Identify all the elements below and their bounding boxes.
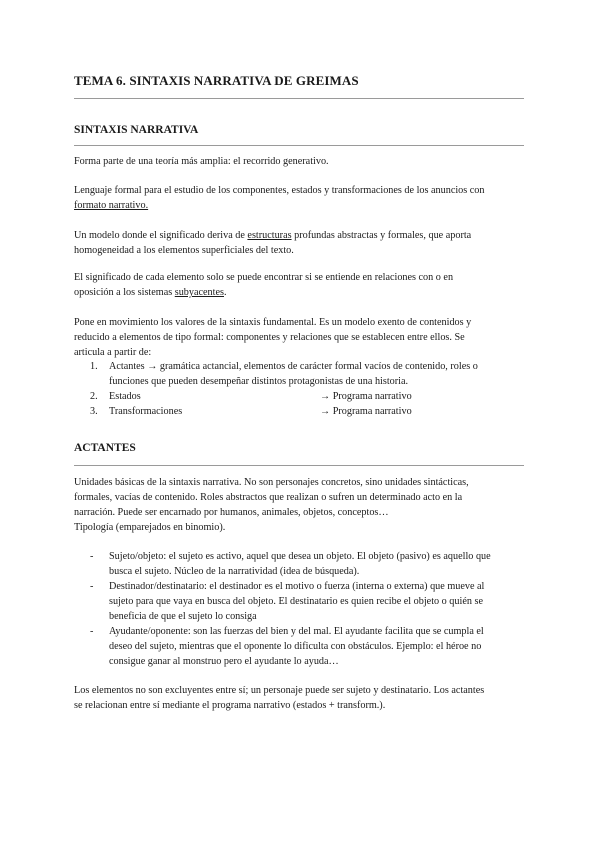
paragraph-line: reducido a elementos de tipo formal: componentes y relaciones que se establecen entre ellos. Se (74, 332, 465, 343)
list-item-arrow-text: → Programa narrativo (320, 391, 412, 402)
list-item-text: Transformaciones (109, 406, 183, 417)
bullet-dash: - (90, 551, 94, 562)
underlined-term: subyacentes (174, 287, 224, 298)
paragraph (74, 315, 526, 360)
list-item (74, 549, 526, 579)
bullet-list (74, 549, 526, 669)
list-number: 2. (90, 391, 98, 402)
bullet-dash: - (90, 581, 94, 592)
list-item-text: Sujeto/objeto: el sujeto es activo, aquel que desea un objeto. El objeto (pasivo) es aquello que (109, 551, 491, 562)
list-item-arrow-text: → Programa narrativo (320, 406, 412, 417)
list-item (74, 389, 526, 404)
paragraph (74, 228, 526, 258)
list-item-text: beneficia de que el sujeto lo consiga (109, 611, 257, 622)
paragraph-line: Tipología (emparejados en binomio). (74, 522, 226, 533)
paragraph-line: Unidades básicas de la sintaxis narrativa. No son personajes concretos, sino unidades sintácticas, (74, 477, 469, 488)
text-span: profundas abstractas y formales, que aporta (291, 230, 472, 241)
list-item-text: sujeto para que vaya en busca del objeto. El destinatario es quien recibe el objeto o quién se (109, 596, 483, 607)
list-number: 3. (90, 406, 98, 417)
text-span: Un modelo donde el significado deriva de (74, 230, 248, 241)
paragraph: Forma parte de una teoría más amplia: el recorrido generativo. (74, 156, 329, 167)
text-span: oposición a los sistemas (74, 287, 175, 298)
underlined-term: estructuras (247, 230, 292, 241)
list-item (74, 404, 526, 419)
list-item (74, 624, 526, 669)
section-divider (74, 145, 524, 146)
paragraph-line: narración. Puede ser encarnado por humanos, animales, objetos, conceptos… (74, 507, 389, 518)
list-item-text: deseo del sujeto, mientras que el oponente lo dificulta con obstáculos. Ejemplo: el héroe no (109, 641, 482, 652)
paragraph (74, 183, 526, 213)
text-span: . (223, 287, 227, 298)
paragraph-line: se relacionan entre sí mediante el programa narrativo (estados + transform.). (74, 700, 386, 711)
paragraph-line: Pone en movimiento los valores de la sintaxis fundamental. Es un modelo exento de contenidos y (74, 317, 472, 328)
page-title: TEMA 6. SINTAXIS NARRATIVA DE GREIMAS (74, 73, 359, 88)
title-divider (74, 98, 524, 99)
section-divider (74, 465, 524, 466)
list-item-text: Destinador/destinatario: el destinador es el motivo o fuerza (interna o externa) que mueve al (109, 581, 485, 592)
paragraph-line: El significado de cada elemento solo se puede encontrar si se entiende en relaciones con o en (74, 272, 454, 283)
section-heading-actantes: ACTANTES (74, 442, 136, 454)
paragraph-line: articula a partir de: (74, 347, 152, 358)
paragraph-line: Los elementos no son excluyentes entre sí; un personaje puede ser sujeto y destinatario. Los actantes (74, 685, 485, 696)
paragraph-line: homogeneidad a los elementos superficiales del texto. (74, 245, 294, 256)
list-item-text: Estados (109, 391, 141, 402)
list-item-text: busca el sujeto. Núcleo de la narratividad (idea de búsqueda). (109, 566, 360, 577)
paragraph (74, 683, 526, 713)
paragraph-line: Lenguaje formal para el estudio de los componentes, estados y transformaciones de los anuncios con (74, 185, 485, 196)
list-item-text: Ayudante/oponente: son las fuerzas del bien y del mal. El ayudante facilita que se cumpla el (109, 626, 484, 637)
underlined-term: formato narrativo. (74, 200, 149, 211)
list-item-text: consigue ganar al monstruo pero el ayudante lo ayuda… (109, 656, 339, 667)
bullet-dash: - (90, 626, 94, 637)
list-number: 1. (90, 361, 98, 372)
numbered-list (74, 359, 526, 419)
paragraph (74, 475, 526, 535)
list-item-text: Actantes → gramática actancial, elementos de carácter formal vacíos de contenido, roles o (109, 361, 478, 372)
list-item (74, 579, 526, 624)
list-item-text: funciones que pueden desempeñar distintos protagonistas de una historia. (109, 376, 409, 387)
paragraph-line: formales, vacías de contenido. Roles abstractos que realizan o sufren un determinado acto en la (74, 492, 463, 503)
section-heading-sintaxis: SINTAXIS NARRATIVA (74, 124, 199, 136)
list-item (74, 359, 526, 389)
paragraph (74, 270, 526, 300)
